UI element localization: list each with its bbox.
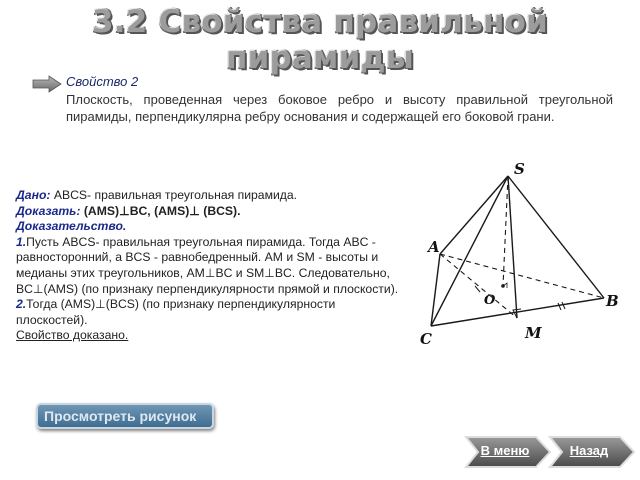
back-label: Назад bbox=[569, 443, 609, 458]
label-a: A bbox=[428, 238, 440, 256]
edge-ac bbox=[431, 254, 440, 326]
view-figure-button[interactable] bbox=[36, 403, 214, 429]
edge-cb bbox=[431, 298, 604, 326]
prove-text: (AMS)⊥BC, (AMS)⊥ (BCS). bbox=[83, 203, 241, 218]
menu-button[interactable] bbox=[464, 434, 554, 470]
proof-block bbox=[16, 188, 408, 344]
proof-label: Доказательство. bbox=[16, 219, 127, 234]
edge-sb bbox=[508, 176, 604, 298]
step2-number: 2. bbox=[16, 297, 27, 312]
property-heading: Свойство 2 bbox=[66, 74, 139, 89]
edge-sm bbox=[508, 176, 517, 318]
pyramid-figure bbox=[418, 158, 628, 348]
page-title: 3.2 Свойства правильной пирамиды bbox=[92, 4, 548, 76]
arrow-right-icon bbox=[32, 75, 62, 93]
step1-text: Пусть ABCS- правильная треугольная пирамида. Тогда ABC - равносторонний, а BCS - равнобедренный. AM и SM - высоты и медианы этих треугольников, AM⊥BC и SM⊥BC. Следовательно, BC⊥(AMS) (по признаку перпендикулярности прямой и плоскости). bbox=[16, 234, 399, 296]
back-button[interactable] bbox=[548, 434, 638, 470]
label-s: S bbox=[514, 160, 525, 178]
proof-conclusion: Свойство доказано. bbox=[16, 328, 129, 343]
view-figure-label: Просмотреть рисунок bbox=[44, 408, 197, 424]
step2-text: Тогда (AMS)⊥(BCS) (по признаку перпендикулярности плоскостей). bbox=[16, 297, 336, 327]
step1-number: 1. bbox=[16, 234, 27, 249]
label-b: B bbox=[606, 292, 619, 310]
property-text: Плоскость, проведенная через боковое ребро и высоту правильной треугольной пирамиды, перпендикулярна ребру основания и содержащей его боковой грани. bbox=[66, 92, 613, 124]
given-text: ABCS- правильная треугольная пирамида. bbox=[53, 188, 298, 202]
height-so-hidden bbox=[503, 176, 508, 286]
label-c: C bbox=[420, 330, 432, 348]
prove-label: Доказать: bbox=[16, 203, 81, 218]
label-m: M bbox=[525, 324, 542, 342]
menu-label: В меню bbox=[480, 443, 530, 458]
label-o: O bbox=[484, 293, 496, 308]
given-label: Дано: bbox=[16, 188, 51, 202]
